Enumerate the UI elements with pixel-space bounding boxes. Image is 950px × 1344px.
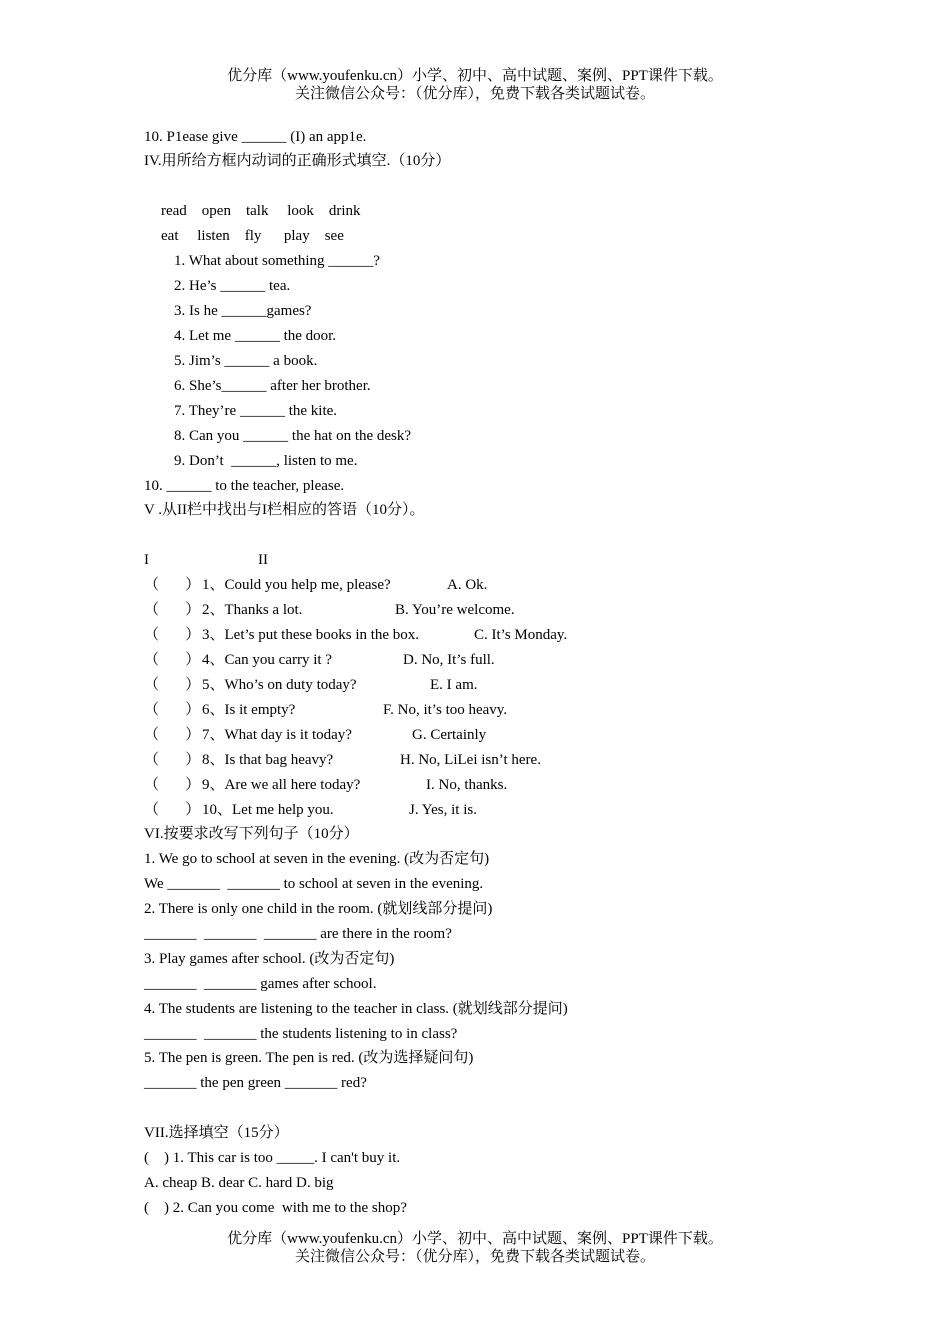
s6-line-3: 2. There is only one child in the room. (就划线部分提问) xyxy=(144,901,493,917)
section-4-title: IV.用所给方框内动词的正确形式填空.（10分） xyxy=(144,153,451,169)
page-header xyxy=(0,67,950,103)
match-answer: F. No, it’s too heavy. xyxy=(383,702,508,718)
section-6-title: VI.按要求改写下列句子（10分） xyxy=(144,826,359,842)
match-question: 8、Is that bag heavy? xyxy=(202,752,334,768)
s4-item-6: 6. She’s______ after her brother. xyxy=(174,378,371,394)
s7-line-2: A. cheap B. dear C. hard D. big xyxy=(144,1175,334,1191)
match-question: 7、What day is it today? xyxy=(202,727,352,743)
s6-line-2: We _______ _______ to school at seven in the evening. xyxy=(144,876,484,892)
match-answer: C. It’s Monday. xyxy=(474,627,568,643)
match-row xyxy=(144,751,541,769)
match-row xyxy=(144,626,567,644)
previous-question-10: 10. P1ease give ______ (I) an app1e. xyxy=(144,129,367,145)
s7-line-3: ( ) 2. Can you come with me to the shop? xyxy=(144,1200,407,1216)
header-line-1: 优分库（www.youfenku.cn）小学、初中、高中试题、案例、PPT课件下载。 xyxy=(227,68,723,84)
match-row xyxy=(144,801,477,819)
s4-item-4: 4. Let me ______ the door. xyxy=(174,328,337,344)
s7-line-1: ( ) 1. This car is too _____. I can't buy it. xyxy=(144,1150,401,1166)
match-answer: D. No, It’s full. xyxy=(403,652,495,668)
answer-paren: （ ） xyxy=(144,802,201,818)
header-line-2: 关注微信公众号：（优分库），免费下载各类试题试卷。 xyxy=(294,86,655,102)
match-row xyxy=(144,601,515,619)
s6-line-9: 5. The pen is green. The pen is red. (改为选择疑问句) xyxy=(144,1050,474,1066)
footer-line-2: 关注微信公众号：（优分库），免费下载各类试题试卷。 xyxy=(294,1249,655,1265)
s4-item-9: 9. Don’t ______, listen to me. xyxy=(174,453,358,469)
match-row xyxy=(144,576,487,594)
word-box-row-1: read open talk look drink xyxy=(161,203,361,219)
match-row xyxy=(144,701,507,719)
answer-paren: （ ） xyxy=(144,702,201,718)
section-7-title: VII.选择填空（15分） xyxy=(144,1125,289,1141)
match-question: 9、Are we all here today? xyxy=(202,777,361,793)
s6-line-7: 4. The students are listening to the teacher in class. (就划线部分提问) xyxy=(144,1001,568,1017)
match-answer: I. No, thanks. xyxy=(426,777,508,793)
match-answer: J. Yes, it is. xyxy=(409,802,477,818)
s4-item-1: 1. What about something ______? xyxy=(174,253,380,269)
s6-line-1: 1. We go to school at seven in the evening. (改为否定句) xyxy=(144,851,490,867)
s6-line-8: _______ _______ the students listening to in class? xyxy=(144,1026,458,1042)
s4-item-10: 10. ______ to the teacher, please. xyxy=(144,478,345,494)
match-row xyxy=(144,776,507,794)
answer-paren: （ ） xyxy=(144,627,201,643)
match-answer: A. Ok. xyxy=(447,577,488,593)
answer-paren: （ ） xyxy=(144,602,201,618)
answer-paren: （ ） xyxy=(144,777,201,793)
match-answer: E. I am. xyxy=(430,677,478,693)
s6-line-6: _______ _______ games after school. xyxy=(144,976,377,992)
s4-item-5: 5. Jim’s ______ a book. xyxy=(174,353,318,369)
match-question: 10、Let me help you. xyxy=(202,802,334,818)
s6-line-5: 3. Play games after school. (改为否定句) xyxy=(144,951,395,967)
footer-line-1: 优分库（www.youfenku.cn）小学、初中、高中试题、案例、PPT课件下载。 xyxy=(227,1231,723,1247)
answer-paren: （ ） xyxy=(144,577,201,593)
match-row xyxy=(144,651,495,669)
page-footer xyxy=(0,1230,950,1266)
answer-paren: （ ） xyxy=(144,677,201,693)
column-header-2: II xyxy=(258,552,268,568)
word-box-row-2: eat listen fly play see xyxy=(161,228,344,244)
section-5-title: V .从II栏中找出与I栏相应的答语（10分）。 xyxy=(144,502,425,518)
match-answer: H. No, LiLei isn’t here. xyxy=(400,752,541,768)
match-question: 5、Who’s on duty today? xyxy=(202,677,357,693)
answer-paren: （ ） xyxy=(144,652,201,668)
match-question: 2、Thanks a lot. xyxy=(202,602,303,618)
match-answer: G. Certainly xyxy=(412,727,487,743)
match-question: 1、Could you help me, please? xyxy=(202,577,391,593)
s4-item-7: 7. They’re ______ the kite. xyxy=(174,403,338,419)
match-question: 6、Is it empty? xyxy=(202,702,296,718)
s4-item-8: 8. Can you ______ the hat on the desk? xyxy=(174,428,412,444)
match-question: 4、Can you carry it ? xyxy=(202,652,332,668)
match-row xyxy=(144,726,486,744)
answer-paren: （ ） xyxy=(144,752,201,768)
s4-item-2: 2. He’s ______ tea. xyxy=(174,278,291,294)
answer-paren: （ ） xyxy=(144,727,201,743)
column-header-1: I xyxy=(144,552,149,568)
s4-item-3: 3. Is he ______games? xyxy=(174,303,312,319)
s6-line-4: _______ _______ _______ are there in the room? xyxy=(144,926,452,942)
match-answer: B. You’re welcome. xyxy=(395,602,515,618)
match-question: 3、Let’s put these books in the box. xyxy=(202,627,420,643)
match-row xyxy=(144,676,477,694)
s6-line-10: _______ the pen green _______ red? xyxy=(144,1075,367,1091)
